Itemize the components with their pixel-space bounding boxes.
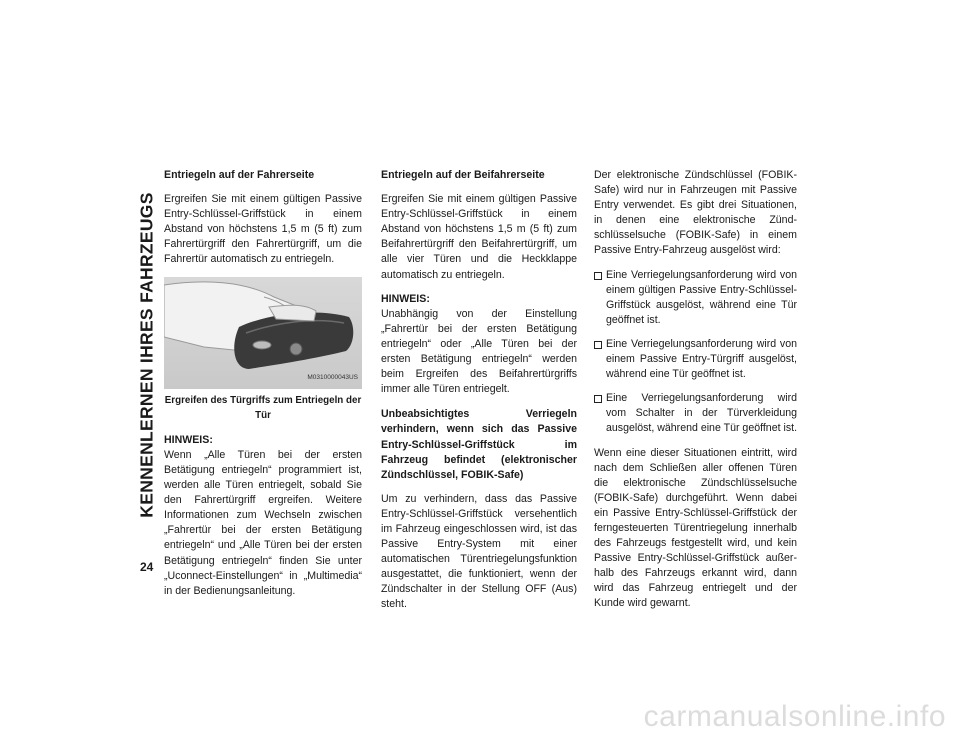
driver-unlock-paragraph: Ergreifen Sie mit einem gültigen Passive Entry-Schlüssel-Griffstück in einem Abstand von höchstens 1,5 m (5 ft) zum Fahrertürgriff den Fahrertürgriff, um die Fahrertür automatisch zu entriegeln.	[164, 193, 362, 266]
notice-label: HINWEIS:	[164, 433, 213, 446]
checkbox-bullet-icon	[594, 272, 602, 280]
watermark: carmanualsonline.info	[643, 700, 946, 733]
prevent-lockout-paragraph: Um zu verhindern, dass das Passive Entry-Schlüssel-Griffstück versehentlich im Fahrzeug eingeschlossen wird, ist das Passive Entry-System mit einer automatischen Türentriegelungsfunktion ausgestattet, die funktioniert, wenn der Zündschalter in der Stellung OFF (Aus) steht.	[381, 492, 577, 611]
list-item	[594, 268, 797, 328]
situation-list	[594, 268, 797, 437]
list-item-text: Eine Verriegelungsanforderung wird vom Schalter in der Türverkleidung ausgelöst, während eine Tür geöffnet ist.	[606, 392, 798, 435]
list-item-text: Eine Verriegelungsanforderung wird von einem Passive Entry-Türgriff ausgelöst, während eine Tür geöffnet ist.	[606, 337, 797, 381]
figure-code: M0310000043US	[307, 374, 358, 382]
list-item	[594, 337, 797, 382]
column-2	[381, 168, 577, 622]
column-1	[164, 168, 362, 609]
heading-driver-unlock: Entriegeln auf der Fahrerseite	[164, 169, 315, 181]
section-side-title	[136, 170, 158, 540]
fobik-safe-intro: Der elektronische Zündschlüssel (FOBIK-Safe) wird nur in Fahrzeugen mit Passive Entry verwendet. Es gibt drei Situationen, in denen eine elektronische Zündschlüsselsuche (FOBIK-Safe) in einem Passive Entry-Fahrzeug ausgelöst wird:	[594, 169, 797, 257]
side-title-text: KENNENLERNEN IHRES FAHRZEUGS	[136, 192, 157, 518]
notice-text: Wenn „Alle Türen bei der ersten Betätigung entriegeln“ programmiert ist, werden alle Türen entriegelt, sobald Sie den Fahrertürgriff ergreifen. Weitere Informationen zum Wechseln zwischen „Fahrertür bei der ersten Betätigung entriegeln“ und „Alle Türen bei der ersten Betätigung entriegeln“ finden Sie unter „Uconnect-Einstellungen“ in „Multimedia“ in der Bedienungsanleitung.	[164, 448, 362, 597]
notice-text: Unabhängig von der Einstellung „Fahrertür bei der ersten Betätigung entriegeln“ oder „Alle Türen bei der ersten Betätigung entriegeln“ werden beim Ergreifen des Beifahrertürgriffs immer alle Türen entriegelt.	[381, 307, 577, 396]
door-handle-figure	[164, 277, 362, 389]
page-number: 24	[140, 560, 154, 574]
column-3	[594, 168, 797, 621]
figure-caption: Ergreifen des Türgriffs zum Entriegeln der Tür	[164, 394, 362, 421]
heading-passenger-unlock: Entriegeln auf der Beifahrerseite	[381, 169, 545, 181]
fobik-safe-result-paragraph: Wenn eine dieser Situationen eintritt, wird nach dem Schließen aller offenen Türen die elektronische Zündschlüsselsuche (FOBIK-Safe) durchgeführt. Wenn dabei ein Passive Entry-Schlüssel-Griffstück der ferngesteuerten Türentriegelung innerhalb des Fahrzeugs festgestellt wird, und kein Passive Entry-Schlüssel-Griffstück außerhalb des Fahrzeugs erkannt wird, dann wird das Fahrzeug entriegelt und der Kunde wird gewarnt.	[594, 446, 797, 610]
notice-block-1	[164, 433, 362, 599]
checkbox-bullet-icon	[594, 395, 602, 403]
notice-label: HINWEIS:	[381, 292, 430, 305]
checkbox-bullet-icon	[594, 341, 602, 349]
notice-block-2	[381, 292, 577, 398]
list-item	[594, 391, 797, 436]
list-item-text: Eine Verriegelungsanforderung wird von einem gültigen Passive Entry-Schlüssel-Griffstück ausgelöst, während eine Tür geöffnet ist.	[606, 268, 797, 326]
heading-prevent-lockout: Unbeabsichtigtes Verriegeln verhindern, wenn sich das Passive Entry-Schlüssel-Griffstück im Fahrzeug befindet (elektronischer Zündschlüssel, FOBIK-Safe)	[381, 408, 577, 481]
passenger-unlock-paragraph: Ergreifen Sie mit einem gültigen Passive Entry-Schlüssel-Griffstück in einem Abstand von höchstens 1,5 m (5 ft) zum Beifahrertürgriff den Beifahrertürgriff, um alle vier Türen und die Heckklappe automatisch zu entriegeln.	[381, 193, 577, 281]
